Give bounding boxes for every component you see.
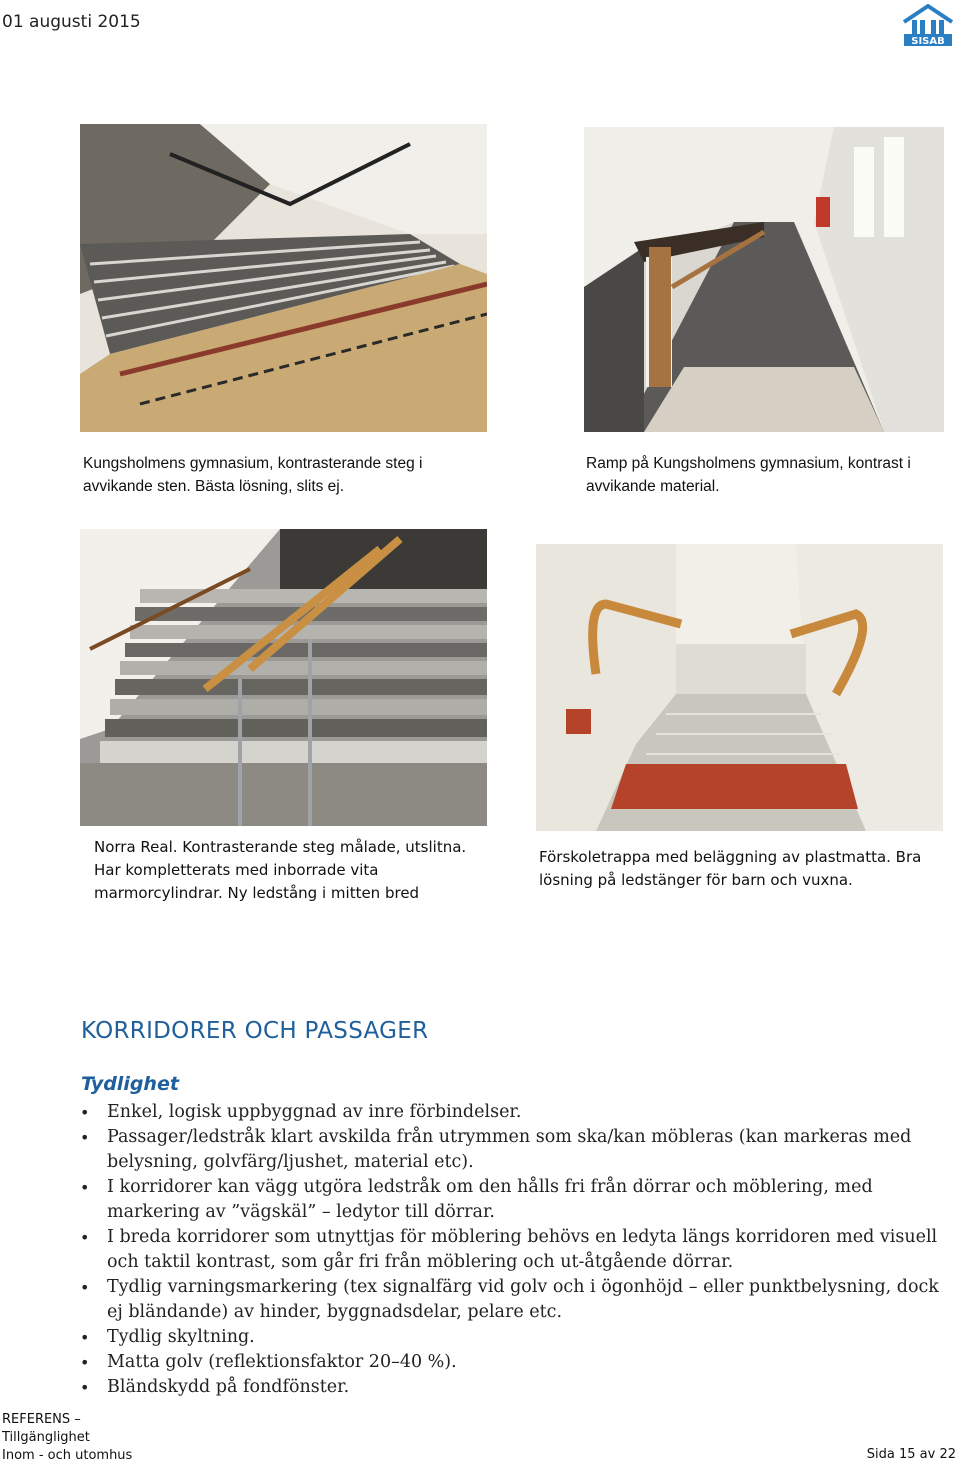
footer-line: REFERENS – [2,1412,81,1427]
page-number: Sida 15 av 22 [866,1447,956,1462]
list-item: • Tydlig skyltning. [80,1325,960,1350]
photo-stair-kungsholmen [80,124,487,432]
footer-line: Tillgänglighet [2,1430,90,1445]
document-date: 01 augusti 2015 [2,12,141,32]
list-item: • Matta golv (reflektionsfaktor 20–40 %). [80,1350,960,1375]
bullet-list [80,1100,960,1400]
list-item: • Passager/ledstråk klart avskilda från utrymmen som ska/kan möbleras (kan markeras med belysning, golvfärg/ljushet, material etc). [80,1125,960,1175]
photo-ramp-kungsholmen [584,127,944,432]
footer-line: Inom - och utomhus [2,1448,133,1463]
photo-caption: Norra Real. Kontrasterande steg målade, utslitna. Har kompletterats med inborrade vita marmorcylindrar. Ny ledstång i mitten bred [94,838,467,902]
logo-text: SISAB [911,36,945,47]
list-item: • I korridorer kan vägg utgöra ledstråk om den hålls fri från dörrar och möblering, med markering av ”vägskäl” – ledytor till dörrar. [80,1175,960,1225]
list-item: • Bländskydd på fondfönster. [80,1375,960,1400]
photo-caption: Förskoletrappa med beläggning av plastmatta. Bra lösning på ledstänger för barn och vuxna. [539,848,922,889]
photo-stair-preschool [536,544,943,831]
photo-caption: Kungsholmens gymnasium, kontrasterande steg i avvikande sten. Bästa lösning, slits ej. [83,455,423,495]
list-item: • I breda korridorer som utnyttjas för möblering behövs en ledyta längs korridoren med visuell och taktil kontrast, som går fri från möblering och ut-åtgående dörrar. [80,1225,960,1275]
list-item: • Tydlig varningsmarkering (tex signalfärg vid golv och i ögonhöjd – eller punktbelysning, dock ej bländande) av hinder, byggnadsdelar, pelare etc. [80,1275,960,1325]
sisab-logo [898,2,958,48]
section-subheading: Tydlighet [81,1073,179,1095]
footer-reference [2,1411,132,1465]
list-item: • Enkel, logisk uppbyggnad av inre förbindelser. [80,1100,960,1125]
section-title: KORRIDORER OCH PASSAGER [81,1018,429,1044]
photo-caption: Ramp på Kungsholmens gymnasium, kontrast i avvikande material. [586,455,911,495]
photo-stair-norra-real [80,529,487,826]
